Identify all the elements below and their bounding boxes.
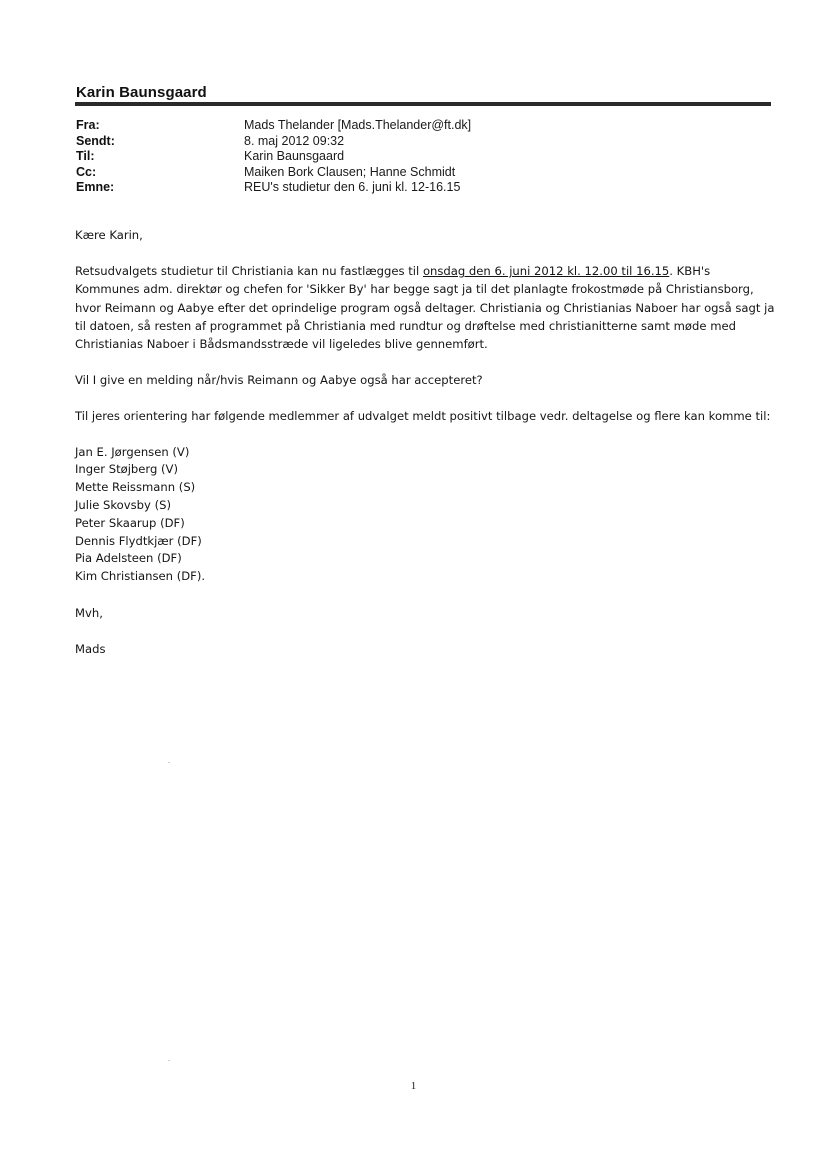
header-label: Til: [76, 149, 95, 163]
list-item: Pia Adelsteen (DF) [75, 551, 182, 566]
paragraph-text: Retsudvalgets studietur til Christiania kan nu fastlægges til [75, 264, 423, 279]
paragraph-question: Vil I give en melding når/hvis Reimann og Aabye også har accepteret? [75, 373, 483, 388]
header-subject [76, 180, 471, 196]
underlined-date: onsdag den 6. juni 2012 kl. 12.00 til 16.15 [422, 264, 670, 279]
header-cc [76, 165, 471, 181]
header-sent [76, 134, 471, 150]
list-item: Peter Skaarup (DF) [75, 515, 185, 530]
list-item: Mette Reissmann (S) [75, 480, 196, 495]
header-value: 8. maj 2012 09:32 [244, 133, 345, 148]
header-from [76, 118, 471, 134]
list-item: Jan E. Jørgensen (V) [75, 444, 190, 459]
paragraph-schedule [75, 262, 775, 353]
header-label: Sendt: [76, 133, 115, 148]
header-value: Karin Baunsgaard [244, 149, 345, 163]
list-item: Kim Christiansen (DF). [75, 569, 206, 584]
header-to [76, 149, 471, 165]
email-headers [76, 118, 471, 196]
member-list [75, 444, 775, 586]
scan-speck [168, 1060, 170, 1061]
paragraph-orientation: Til jeres orientering har følgende medlemmer af udvalget meldt positivt tilbage vedr. deltagelse og flere kan komme til: [75, 409, 771, 424]
sender-name: Karin Baunsgaard [76, 84, 207, 101]
email-body [75, 226, 775, 658]
page-number: 1 [410, 1080, 417, 1092]
header-label: Fra: [76, 118, 100, 132]
header-rule [75, 102, 771, 106]
list-item: Dennis Flydtkjær (DF) [75, 533, 202, 548]
signoff: Mvh, [75, 606, 103, 620]
greeting: Kære Karin, [75, 228, 143, 242]
header-label: Emne: [76, 180, 115, 194]
header-value: Mads Thelander [Mads.Thelander@ft.dk] [244, 118, 472, 132]
header-label: Cc: [76, 164, 97, 179]
list-item: Inger Støjberg (V) [75, 462, 179, 477]
signature: Mads [75, 642, 106, 657]
list-item: Julie Skovsby (S) [75, 498, 171, 513]
header-value: REU's studietur den 6. juni kl. 12-16.15 [244, 180, 461, 194]
paragraph-text: . KBH's Kommunes adm. direktør og chefen for 'Sikker By' har begge sagt ja til det planlagte frokostmøde på Christiansborg, hvor Reimann og Aabye efter det oprindelige program også deltager. Christiania og Christianias Naboer har også sagt ja til datoen, så resten af programmet på Christiania med rundtur og drøftelse med christianitterne samt møde med Christianias Naboer i Bådsmandsstræde vil ligeledes blive gennemført. [75, 264, 775, 352]
scan-speck [168, 762, 170, 763]
header-value: Maiken Bork Clausen; Hanne Schmidt [244, 164, 456, 179]
